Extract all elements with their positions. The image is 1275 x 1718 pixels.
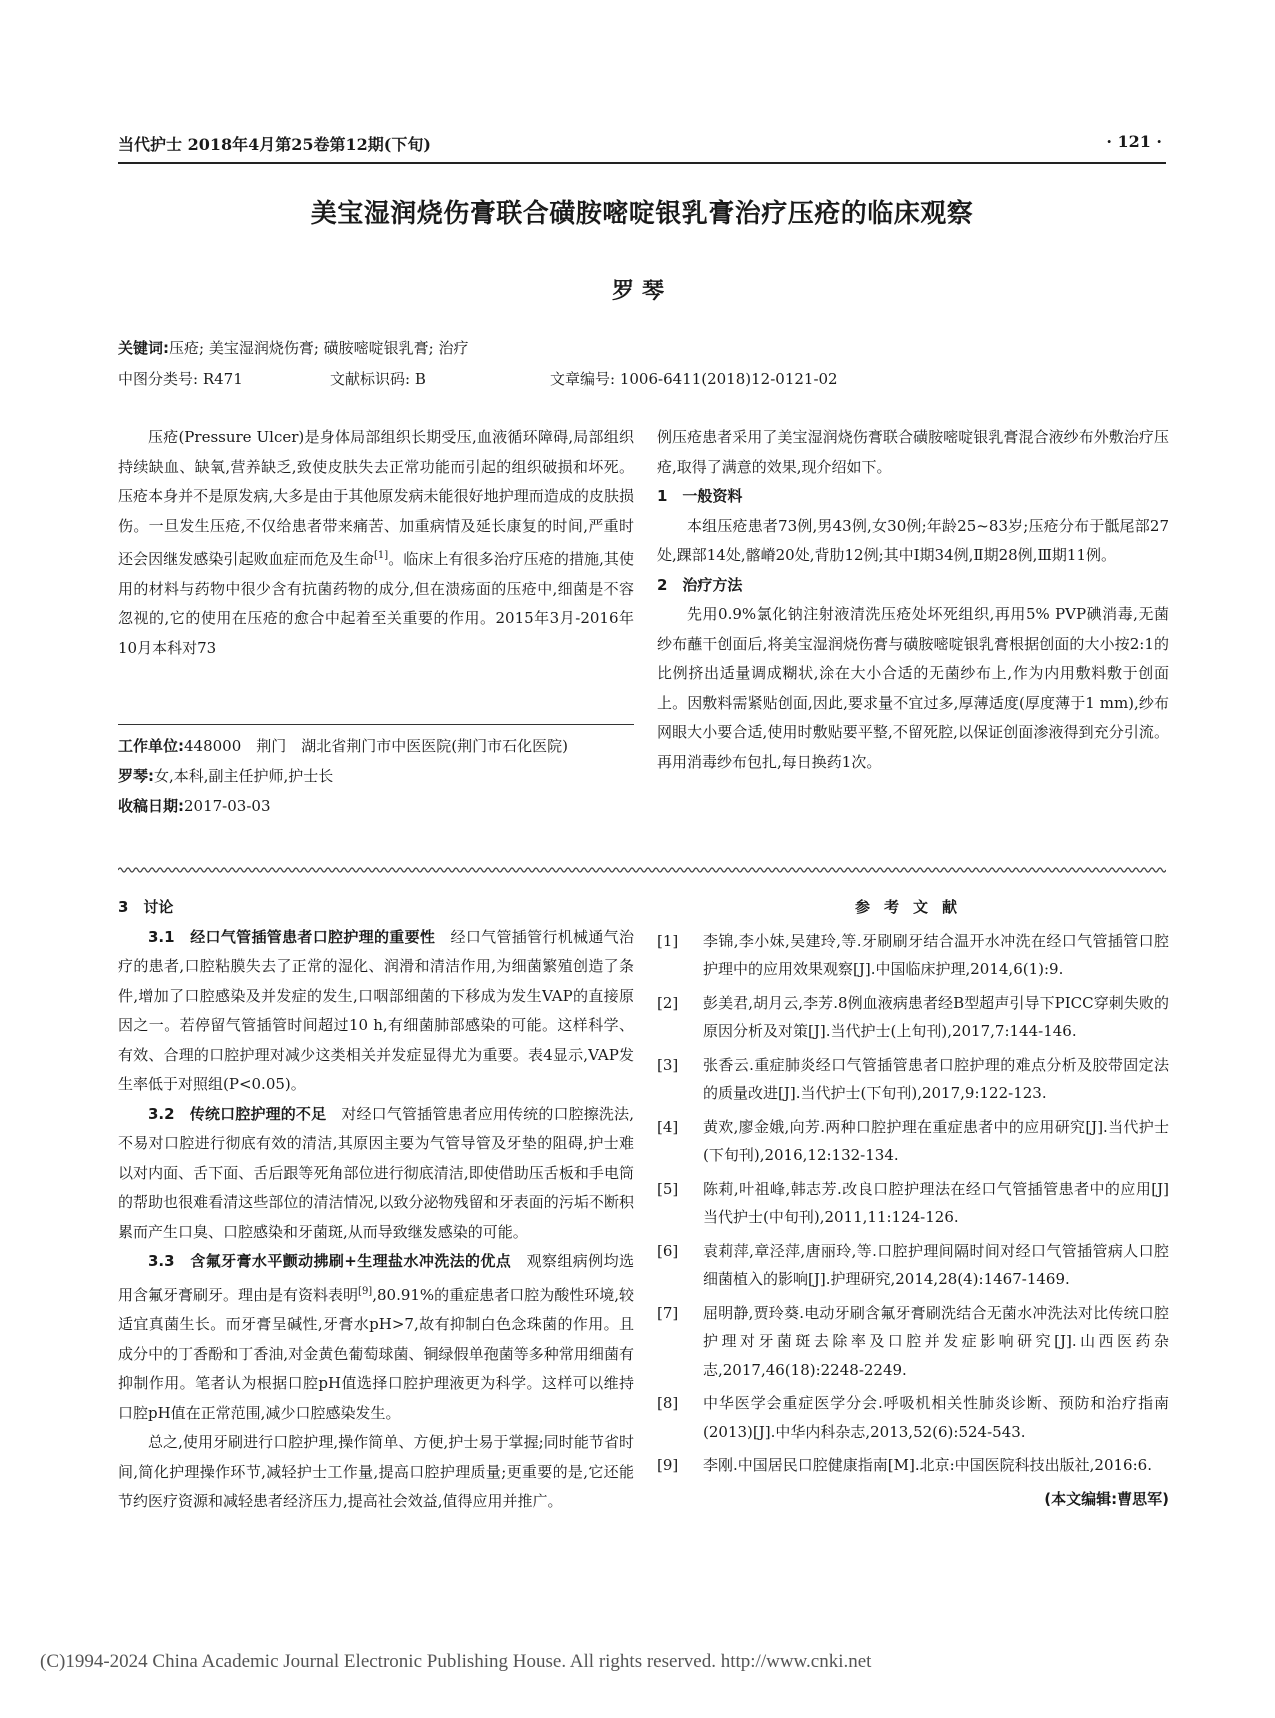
author-info: 女,本科,副主任护师,护士长 [154, 767, 334, 785]
reference-item [657, 1237, 1169, 1294]
reference-item [657, 1389, 1169, 1446]
article-title: 美宝湿润烧伤膏联合磺胺嘧啶银乳膏治疗压疮的临床观察 [310, 199, 974, 229]
citation: [1] [374, 550, 389, 561]
subsection-3-1-heading: 3.1 经口气管插管患者口腔护理的重要性 [148, 927, 436, 946]
references-heading: 参考文献 [854, 898, 971, 916]
reference-text: 李刚.中国居民口腔健康指南[M].北京:中国医院科技出版社,2016:6. [703, 1456, 1152, 1474]
wavy-divider [118, 866, 1166, 874]
summary-paragraph: 总之,使用牙刷进行口腔护理,操作简单、方便,护士易于掌握;同时能节省时间,简化护理操作环节,减轻护士工作量,提高口腔护理质量;更重要的是,它还能节约医疗资源和减轻患者经济压力,提高社会效益,值得应用并推广。 [118, 1433, 634, 1510]
clc-number: 中图分类号: R471 [118, 370, 243, 388]
reference-number: [7] [657, 1303, 679, 1322]
section-2-heading: 2 治疗方法 [657, 575, 743, 594]
reference-text: 张香云.重症肺炎经口气管插管患者口腔护理的难点分析及胶带固定法的质量改进[J].当代护士(下旬刊),2017,9:122-123. [703, 1055, 1169, 1102]
reference-text: 彭美君,胡月云,李芳.8例血液病患者经B型超声引导下PICC穿刺失败的原因分析及对策[J].当代护士(上旬刊),2017,7:144-146. [703, 993, 1169, 1040]
editor-note: (本文编辑:曹思军) [1044, 1489, 1169, 1508]
reference-number: [3] [657, 1055, 679, 1074]
reference-text: 屈明静,贾玲葵.电动牙刷含氟牙膏刷洗结合无菌水冲洗法对比传统口腔护理对牙菌斑去除率及口腔并发症影响研究[J].山西医药杂志,2017,46(18):2248-2249. [703, 1303, 1169, 1379]
references-column [657, 893, 1169, 1514]
affiliation-footnote: 工作单位:448000 荆门 湖北省荆门市中医医院(荆门市石化医院) 罗琴:女,本科,副主任护师,护士长 收稿日期:2017-03-03 [118, 724, 634, 821]
intro-continuation: 例压疮患者采用了美宝湿润烧伤膏联合磺胺嘧啶银乳膏混合液纱布外敷治疗压疮,取得了满意的效果,现介绍如下。 [657, 428, 1169, 476]
subsection-3-2-text: 对经口气管插管患者应用传统的口腔擦洗法,不易对口腔进行彻底有效的清洁,其原因主要为气管导管及牙垫的阻碍,护士难以对内面、舌下面、舌后跟等死角部位进行彻底清洁,即使借助压舌板和手电筒的帮助也很难看清这些部位的清洁情况,以致分泌物残留和牙表面的污垢不断积累而产生口臭、口腔感染和牙菌斑,从而导致继发感染的可能。 [118, 1104, 634, 1241]
reference-number: [8] [657, 1394, 679, 1412]
reference-item [657, 1299, 1169, 1385]
reference-number: [5] [657, 1179, 679, 1198]
reference-item [657, 1113, 1169, 1170]
section-1-text: 本组压疮患者73例,男43例,女30例;年龄25~83岁;压疮分布于骶尾部27处,踝部14处,髂嵴20处,背肋12例;其中Ⅰ期34例,Ⅱ期28例,Ⅲ期11例。 [657, 516, 1169, 564]
reference-text: 黄欢,廖金娥,向芳.两种口腔护理在重症患者中的应用研究[J].当代护士(下旬刊),2016,12:132-134. [703, 1117, 1169, 1164]
discussion-column: 3 讨论 3.1 经口气管插管患者口腔护理的重要性 经口气管插管行机械通气治疗的患者,口腔粘膜失去了正常的湿化、润滑和清洁作用,为细菌繁殖创造了条件,增加了口腔感染及并发症的发生,口咽部细菌的下移成为发生VAP的直接原因之一。若停留气管插管时间超过10 h,有细菌肺部感染的可能。这样科学、有效、合理的口腔护理对减少这类相关并发症显得尤为重要。表4显示,VAP发生率低于对照组(P<0.05)。 3.2 传统口腔护理的不足 对经口气管插管患者应用传统的口腔擦洗法,不易对口腔进行彻底有效的清洁,其原因主要为气管导管及牙垫的阻碍,护士难以对内面、舌下面、舌后跟等死角部位进行彻底清洁,即使借助压舌板和手电筒的帮助也很难看清这些部位的清洁情况,以致分泌物残留和牙表面的污垢不断积累而产生口臭、口腔感染和牙菌斑,从而导致继发感染的可能。 3.3 含氟牙膏水平颤动拂刷+生理盐水冲洗法的优点 观察组病例均选用含氟牙膏刷牙。理由是有资料表明[9],80.91%的重症患者口腔为酸性环境,较适宜真菌生长。而牙膏呈碱性,牙膏水pH>7,故有抑制白色念珠菌的作用。且成分中的丁香酚和丁香油,对金黄色葡萄球菌、铜绿假单孢菌等多种常用细菌有抑制作用。笔者认为根据口腔pH值选择口腔护理液更为科学。这样可以维持口腔pH值在正常范围,减少口腔感染发生。 总之,使用牙刷进行口腔护理,操作简单、方便,护士易于掌握;同时能节省时间,简化护理操作环节,减轻护士工作量,提高口腔护理质量;更重要的是,它还能节约医疗资源和减轻患者经济压力,提高社会效益,值得应用并推广。 [118, 893, 634, 1517]
reference-number: [6] [657, 1241, 679, 1260]
reference-text: 陈莉,叶祖峰,韩志芳.改良口腔护理法在经口气管插管患者中的应用[J]当代护士(中旬刊),2011,11:124-126. [703, 1179, 1169, 1226]
citation: [9] [358, 1285, 373, 1297]
article-author: 罗琴 [611, 279, 672, 304]
subsection-3-2-heading: 3.2 传统口腔护理的不足 [148, 1104, 327, 1123]
document-code: 文献标识码: B [330, 370, 426, 388]
work-unit: 448000 荆门 湖北省荆门市中医医院(荆门市石化医院) [184, 737, 568, 755]
reference-number: [4] [657, 1117, 679, 1136]
section-3-heading: 3 讨论 [118, 898, 174, 916]
reference-number: [1] [657, 931, 679, 950]
keywords-label: 关键词: [118, 339, 169, 357]
subsection-3-3-heading: 3.3 含氟牙膏水平颤动拂刷+生理盐水冲洗法的优点 [148, 1252, 512, 1270]
reference-list [657, 927, 1169, 1480]
reference-item [657, 1051, 1169, 1108]
reference-item [657, 1451, 1169, 1480]
reference-item [657, 927, 1169, 984]
intro-column [118, 423, 634, 663]
reference-item [657, 989, 1169, 1046]
article-number: 文章编号: 1006-6411(2018)12-0121-02 [550, 370, 838, 388]
intro-paragraph: 压疮(Pressure Ulcer)是身体局部组织长期受压,血液循环障碍,局部组织持续缺血、缺氧,营养缺乏,致使皮肤失去正常功能而引起的组织破损和坏死。压疮本身并不是原发病,大多是由于其他原发病未能很好地护理而造成的皮肤损伤。一旦发生压疮,不仅给患者带来痛苦、加重病情及延长康复的时间,严重时还会因继发感染引起败血症而危及生命[1]。临床上有很多治疗压疮的措施,其使用的材料与药物中很少含有抗菌药物的成分,但在溃疡面的压疮中,细菌是不容忽视的,它的使用在压疮的愈合中起着至关重要的作用。2015年3月-2016年10月本科对73 [118, 428, 634, 657]
subsection-3-1-text: 经口气管插管行机械通气治疗的患者,口腔粘膜失去了正常的湿化、润滑和清洁作用,为细菌繁殖创造了条件,增加了口腔感染及并发症的发生,口咽部细菌的下移成为发生VAP的直接原因之一。若停留气管插管时间超过10 h,有细菌肺部感染的可能。这样科学、有效、合理的口腔护理对减少这类相关并发症显得尤为重要。表4显示,VAP发生率低于对照组(P<0.05)。 [118, 927, 634, 1093]
reference-text: 中华医学会重症医学分会.呼吸机相关性肺炎诊断、预防和治疗指南(2013)[J].中华内科杂志,2013,52(6):524-543. [703, 1394, 1169, 1441]
running-head [118, 128, 1166, 164]
page-number: · 121 · [1106, 132, 1162, 151]
reference-number: [9] [657, 1456, 679, 1474]
reference-item [657, 1175, 1169, 1232]
section-1-heading: 1 一般资料 [657, 487, 743, 505]
methods-column [657, 423, 1169, 777]
keywords-text: 压疮; 美宝湿润烧伤膏; 磺胺嘧啶银乳膏; 治疗 [169, 339, 469, 357]
copyright-notice: (C)1994-2024 China Academic Journal Electronic Publishing House. All rights reserved. http://www.cnki.net [40, 1651, 872, 1672]
reference-text: 李锦,李小妹,吴建玲,等.牙刷刷牙结合温开水冲洗在经口气管插管口腔护理中的应用效果观察[J].中国临床护理,2014,6(1):9. [703, 931, 1169, 978]
reference-text: 袁莉萍,章泾萍,唐丽玲,等.口腔护理间隔时间对经口气管插管病人口腔细菌植入的影响[J].护理研究,2014,28(4):1467-1469. [703, 1241, 1169, 1288]
section-2-text: 先用0.9%氯化钠注射液清洗压疮处坏死组织,再用5% PVP碘消毒,无菌纱布蘸干创面后,将美宝湿润烧伤膏与磺胺嘧啶银乳膏根据创面的大小按2:1的比例挤出适量调成糊状,涂在大小合适的无菌纱布上,作为内用敷料敷于创面上。因敷料需紧贴创面,因此,要求量不宜过多,厚薄适度(厚度薄于1 mm),纱布网眼大小要合适,使用时敷贴要平整,不留死腔,以保证创面渗液得到充分引流。再用消毒纱布包扎,每日换药1次。 [657, 605, 1169, 771]
keywords [118, 337, 468, 358]
reference-number: [2] [657, 993, 679, 1012]
journal-issue: 当代护士 2018年4月第25卷第12期(下旬) [118, 135, 431, 154]
received-date: 2017-03-03 [184, 797, 271, 815]
